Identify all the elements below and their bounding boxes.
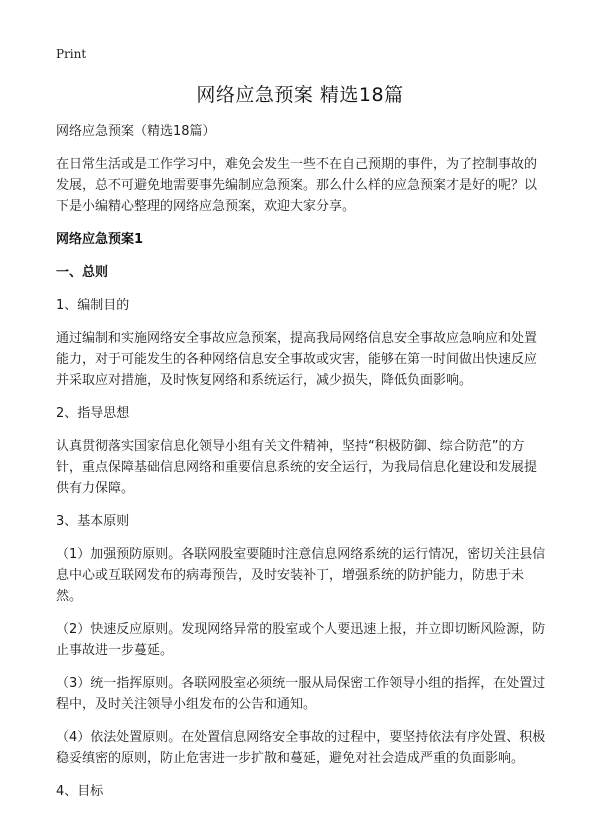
item-paragraph-purpose: 通过编制和实施网络安全事故应急预案，提高我局网络信息安全事故应急响应和处置能力，对于可能发生的各种网络信息安全事故或灾害，能够在第一时间做出快速反应并采取应对措施，及时恢复网络和系统运行，减少损失，降低负面影响。: [56, 331, 538, 388]
document-title: 网络应急预案 精选18篇: [196, 84, 404, 106]
part-heading: 一、总则: [56, 265, 109, 280]
item-heading-guidance: 2、指导思想: [56, 406, 130, 421]
intro-paragraph: 在日常生活或是工作学习中，难免会发生一些不在自己预期的事件，为了控制事故的发展，总不可避免地需要事先编制应急预案。那么什么样的应急预案才是好的呢？以下是小编精心整理的网络应急预案，欢迎大家分享。: [56, 157, 538, 214]
print-label[interactable]: Print: [56, 47, 87, 61]
item-heading-principles: 3、基本原则: [56, 514, 130, 529]
principle-paragraph-1: （1）加强预防原则。各联网股室要随时注意信息网络系统的运行情况，密切关注县信息中心或互联网发布的病毒预告，及时安装补丁，增强系统的防护能力，防患于未然。: [56, 547, 546, 604]
item-heading-goals: 4、目标: [56, 784, 104, 799]
principle-paragraph-2: （2）快速反应原则。发现网络异常的股室或个人要迅速上报，并立即切断风险源，防止事故进一步蔓延。: [56, 622, 546, 658]
item-heading-purpose: 1、编制目的: [56, 298, 130, 313]
document-body: [56, 121, 546, 814]
principle-paragraph-3: （3）统一指挥原则。各联网股室必须统一服从局保密工作领导小组的指挥，在处置过程中，及时关注领导小组发布的公告和通知。: [56, 676, 546, 712]
principle-paragraph-4: （4）依法处置原则。在处置信息网络安全事故的过程中，要坚持依法有序处置、积极稳妥缜密的原则，防止危害进一步扩散和蔓延，避免对社会造成严重的负面影响。: [56, 730, 546, 766]
item-paragraph-guidance: 认真贯彻落实国家信息化领导小组有关文件精神，坚持“积极防御、综合防范”的方针，重点保障基础信息网络和重要信息系统的安全运行，为我局信息化建设和发展提供有力保障。: [56, 439, 538, 496]
section-heading: 网络应急预案1: [56, 232, 144, 247]
document-subtitle: 网络应急预案（精选18篇）: [56, 124, 216, 139]
